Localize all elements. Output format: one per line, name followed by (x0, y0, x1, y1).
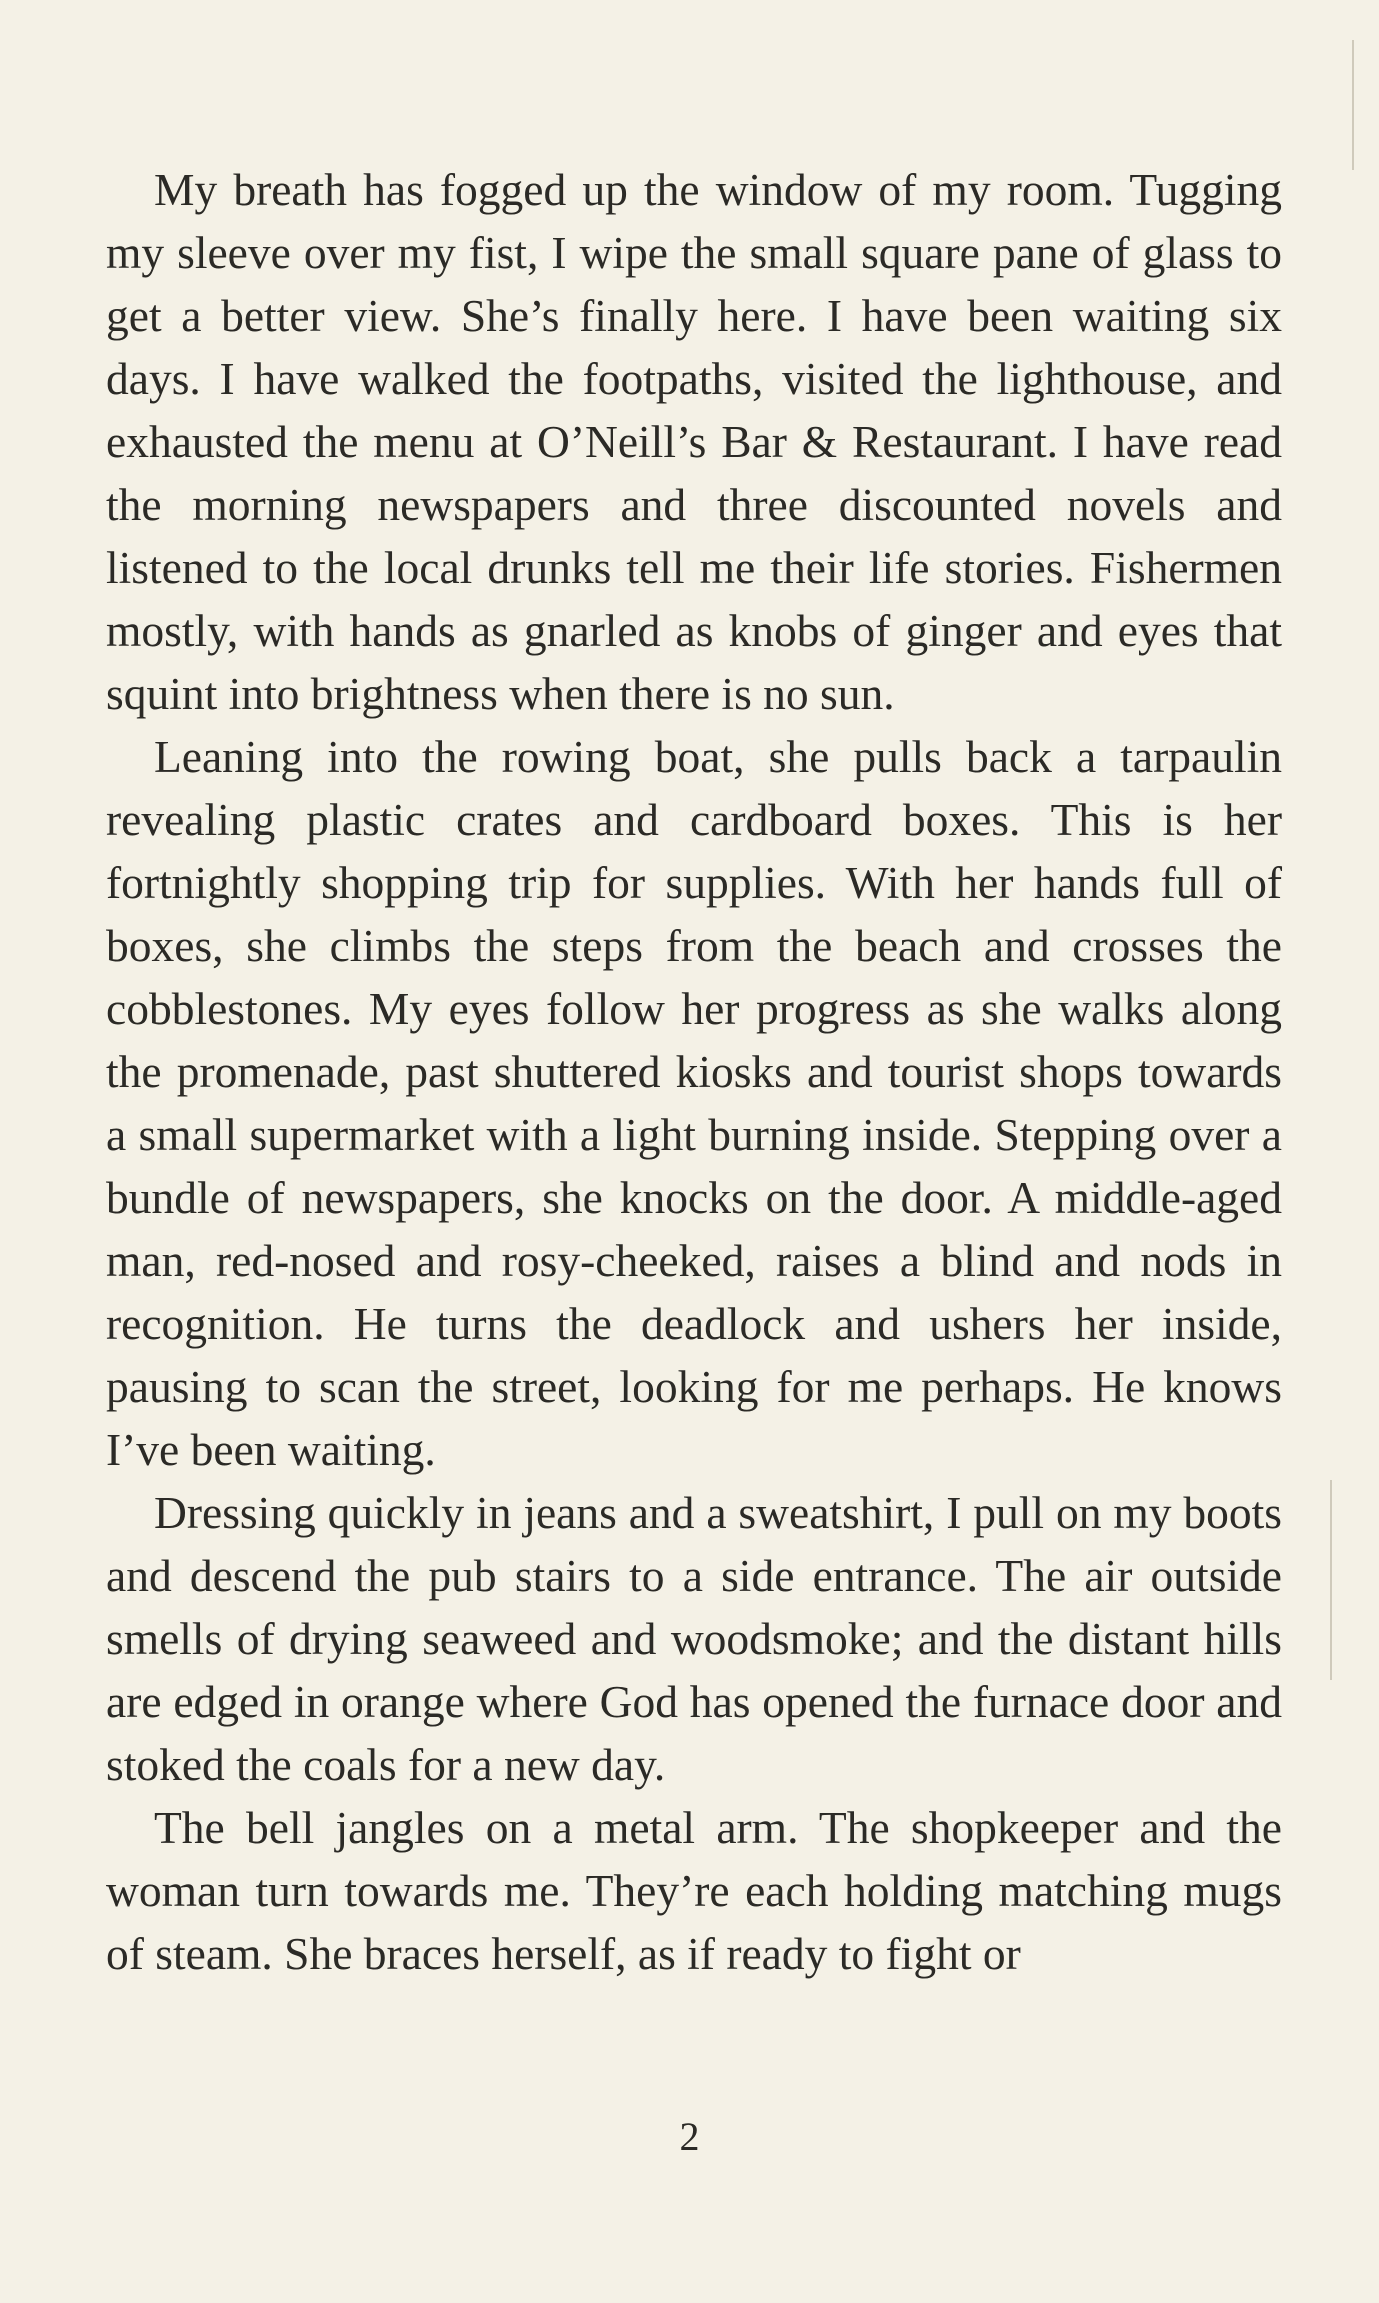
paragraph-3: Dressing quickly in jeans and a sweatshirt, I pull on my boots and descend the pub stairs to a side entrance. The air outside smells of drying seaweed and woodsmoke; and the distant hills are edged in orange where God has opened the furnace door and stoked the coals for a new day. (106, 1487, 1282, 1790)
body-text (106, 158, 1282, 1985)
paragraph-4: The bell jangles on a metal arm. The shopkeeper and the woman turn towards me. They’re each holding matching mugs of steam. She braces herself, as if ready to fight or (106, 1802, 1282, 1979)
page-edge-mark (1330, 1480, 1332, 1680)
paragraph-2: Leaning into the rowing boat, she pulls back a tarpaulin revealing plastic crates and cardboard boxes. This is her fortnightly shopping trip for supplies. With her hands full of boxes, she climbs the steps from the beach and crosses the cobblestones. My eyes follow her progress as she walks along the promenade, past shuttered kiosks and tourist shops towards a small supermarket with a light burning inside. Stepping over a bundle of newspapers, she knocks on the door. A middle-aged man, red-nosed and rosy-cheeked, raises a blind and nods in recognition. He turns the deadlock and ushers her inside, pausing to scan the street, looking for me perhaps. He knows I’ve been waiting. (106, 731, 1282, 1475)
page-number: 2 (679, 2114, 700, 2159)
page-edge-mark (1352, 40, 1354, 170)
paragraph-1: My breath has fogged up the window of my room. Tugging my sleeve over my fist, I wipe the small square pane of glass to get a better view. She’s finally here. I have been waiting six days. I have walked the footpaths, visited the lighthouse, and exhausted the menu at O’Neill’s Bar & Restaurant. I have read the morning newspapers and three discounted novels and listened to the local drunks tell me their life stories. Fishermen mostly, with hands as gnarled as knobs of ginger and eyes that squint into brightness when there is no sun. (106, 164, 1282, 719)
